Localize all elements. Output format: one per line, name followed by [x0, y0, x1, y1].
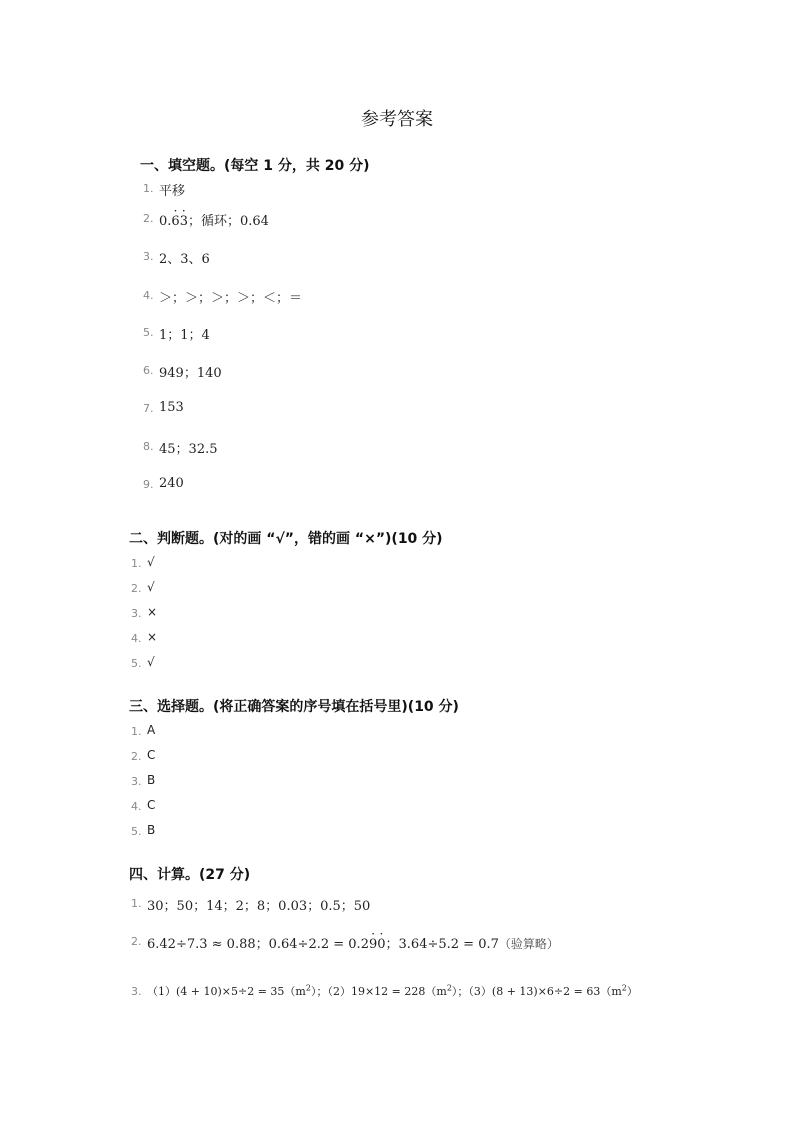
- answer-text: ×: [147, 630, 158, 644]
- item-number: 1.: [131, 557, 142, 570]
- answer-text: C: [147, 748, 156, 762]
- answer-text: √: [147, 655, 155, 669]
- item-number: 1.: [143, 182, 154, 195]
- superscript: 2: [446, 983, 452, 993]
- item-number: 3.: [143, 250, 154, 263]
- item-number: 3.: [131, 607, 142, 620]
- item-number: 9.: [143, 478, 154, 491]
- repeating-digit: · 9: [369, 937, 377, 952]
- item-number: 1.: [131, 725, 142, 738]
- item-number: 2.: [131, 750, 142, 763]
- answer-part: ）；（3）(8 + 13)×6÷2 = 63（m: [451, 985, 622, 998]
- item-number: 3.: [131, 775, 142, 788]
- item-number: 2.: [131, 935, 142, 948]
- item-number: 4.: [131, 632, 142, 645]
- answer-part: ）: [626, 985, 638, 998]
- answer-part: 6.42÷7.3 ≈ 0.88；0.64÷2.2 = 0.2: [147, 937, 369, 952]
- answer-text: 153: [159, 400, 184, 415]
- item-number: 8.: [143, 440, 154, 453]
- section-heading-fill-blank: 一、填空题。(每空 1 分，共 20 分): [140, 158, 370, 174]
- page-title: 参考答案: [361, 109, 433, 130]
- item-number: 5.: [131, 825, 142, 838]
- answer-part: （1）(4 + 10)×5÷2 = 35（m: [147, 985, 306, 998]
- answer-text: A: [147, 723, 156, 737]
- answer-note: （验算略）: [498, 937, 559, 951]
- answer-text: 30；50；14；2；8；0.03；0.5；50: [147, 899, 371, 914]
- item-number: 7.: [143, 402, 154, 415]
- answer-text: B: [147, 823, 156, 837]
- answer-text: 240: [159, 476, 184, 491]
- section-heading-calculation: 四、计算。(27 分): [129, 867, 251, 883]
- superscript: 2: [621, 983, 627, 993]
- section-heading-multiple-choice: 三、选择题。(将正确答案的序号填在括号里)(10 分): [129, 699, 459, 715]
- answer-text: 平移: [159, 184, 186, 199]
- answer-text: B: [147, 773, 156, 787]
- answer-text: [159, 210, 269, 229]
- superscript: 2: [305, 983, 311, 993]
- repeating-digit: · 3: [180, 214, 188, 229]
- item-number: 4.: [131, 800, 142, 813]
- answer-part: ；循环；0.64: [187, 214, 269, 229]
- item-number: 5.: [143, 326, 154, 339]
- answer-text: ＞；＞；＞；＞；＜；＝: [159, 291, 303, 306]
- section-heading-true-false: 二、判断题。(对的画 “√”，错的画 “×”)(10 分): [129, 531, 443, 547]
- answer-text: ×: [147, 605, 158, 619]
- item-number: 5.: [131, 657, 142, 670]
- answer-part: ；3.64÷5.2 = 0.7: [385, 937, 499, 952]
- answer-part: 0.: [159, 214, 172, 229]
- answer-text: 45；32.5: [159, 442, 218, 457]
- item-number: 2.: [143, 212, 154, 225]
- answer-part: ）；（2）19×12 = 228（m: [310, 985, 447, 998]
- answer-text: 2、3、6: [159, 252, 210, 267]
- item-number: 6.: [143, 364, 154, 377]
- answer-text: [147, 983, 638, 999]
- answer-text: [147, 933, 559, 952]
- item-number: 4.: [143, 289, 154, 302]
- answer-text: 949；140: [159, 366, 222, 381]
- answer-text: 1；1；4: [159, 328, 210, 343]
- answer-text: C: [147, 798, 156, 812]
- repeating-digit: · 6: [171, 214, 179, 229]
- answer-text: √: [147, 555, 155, 569]
- item-number: 3.: [131, 985, 142, 998]
- item-number: 1.: [131, 897, 142, 910]
- repeating-digit: · 0: [377, 937, 385, 952]
- item-number: 2.: [131, 582, 142, 595]
- answer-text: √: [147, 580, 155, 594]
